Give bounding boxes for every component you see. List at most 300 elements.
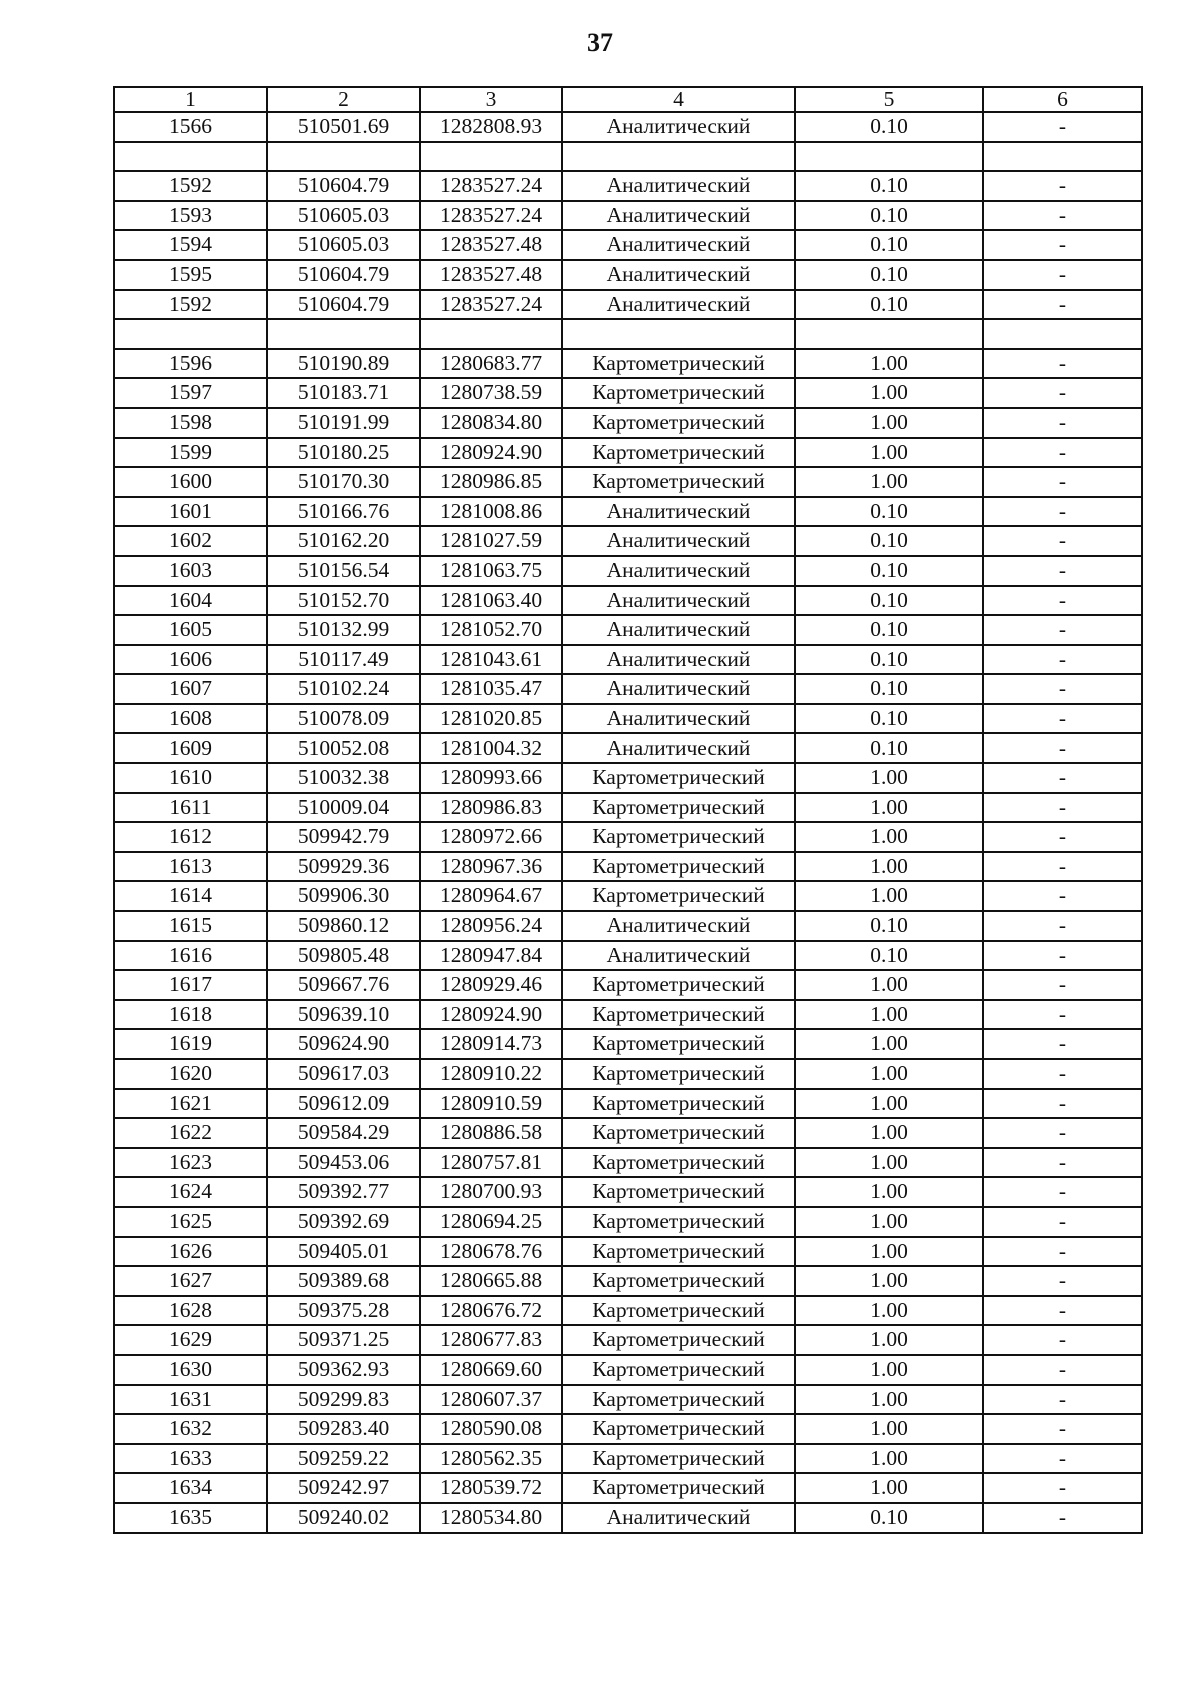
y-coordinate-cell: 1280676.72 bbox=[420, 1296, 562, 1326]
method-cell: Аналитический bbox=[562, 1503, 795, 1533]
note-cell: - bbox=[983, 1059, 1142, 1089]
table-row bbox=[114, 319, 1142, 349]
y-coordinate-cell: 1280964.67 bbox=[420, 881, 562, 911]
accuracy-cell: 1.00 bbox=[795, 1000, 983, 1030]
accuracy-cell: 1.00 bbox=[795, 408, 983, 438]
x-coordinate-cell: 509584.29 bbox=[267, 1118, 420, 1148]
column-header: 1 bbox=[114, 87, 267, 112]
note-cell: - bbox=[983, 526, 1142, 556]
point-number-cell: 1626 bbox=[114, 1237, 267, 1267]
table-row bbox=[114, 1148, 1142, 1178]
point-number-cell: 1617 bbox=[114, 970, 267, 1000]
point-number-cell: 1602 bbox=[114, 526, 267, 556]
y-coordinate-cell: 1280683.77 bbox=[420, 349, 562, 379]
table-row bbox=[114, 142, 1142, 172]
method-cell: Картометрический bbox=[562, 1385, 795, 1415]
table-row bbox=[114, 556, 1142, 586]
method-cell: Картометрический bbox=[562, 1296, 795, 1326]
y-coordinate-cell: 1280967.36 bbox=[420, 852, 562, 882]
point-number-cell: 1592 bbox=[114, 290, 267, 320]
method-cell: Картометрический bbox=[562, 1414, 795, 1444]
table-row bbox=[114, 201, 1142, 231]
point-number-cell: 1595 bbox=[114, 260, 267, 290]
method-cell: Картометрический bbox=[562, 408, 795, 438]
y-coordinate-cell: 1280993.66 bbox=[420, 763, 562, 793]
accuracy-cell: 1.00 bbox=[795, 467, 983, 497]
x-coordinate-cell: 509453.06 bbox=[267, 1148, 420, 1178]
note-cell: - bbox=[983, 1503, 1142, 1533]
accuracy-cell: 0.10 bbox=[795, 674, 983, 704]
x-coordinate-cell: 510132.99 bbox=[267, 615, 420, 645]
x-coordinate-cell bbox=[267, 142, 420, 172]
point-number-cell: 1622 bbox=[114, 1118, 267, 1148]
y-coordinate-cell: 1281063.75 bbox=[420, 556, 562, 586]
note-cell: - bbox=[983, 408, 1142, 438]
accuracy-cell: 1.00 bbox=[795, 1148, 983, 1178]
accuracy-cell: 0.10 bbox=[795, 556, 983, 586]
method-cell: Аналитический bbox=[562, 497, 795, 527]
method-cell: Картометрический bbox=[562, 1325, 795, 1355]
x-coordinate-cell: 510117.49 bbox=[267, 645, 420, 675]
y-coordinate-cell: 1283527.24 bbox=[420, 201, 562, 231]
note-cell: - bbox=[983, 1089, 1142, 1119]
table-row bbox=[114, 1503, 1142, 1533]
note-cell: - bbox=[983, 1118, 1142, 1148]
y-coordinate-cell: 1280534.80 bbox=[420, 1503, 562, 1533]
table-row bbox=[114, 615, 1142, 645]
y-coordinate-cell: 1280886.58 bbox=[420, 1118, 562, 1148]
method-cell: Аналитический bbox=[562, 201, 795, 231]
point-number-cell: 1618 bbox=[114, 1000, 267, 1030]
accuracy-cell: 1.00 bbox=[795, 1266, 983, 1296]
method-cell: Картометрический bbox=[562, 467, 795, 497]
point-number-cell: 1610 bbox=[114, 763, 267, 793]
x-coordinate-cell: 509860.12 bbox=[267, 911, 420, 941]
x-coordinate-cell: 510032.38 bbox=[267, 763, 420, 793]
table-row bbox=[114, 1355, 1142, 1385]
table-row bbox=[114, 1414, 1142, 1444]
x-coordinate-cell: 510604.79 bbox=[267, 171, 420, 201]
y-coordinate-cell: 1280665.88 bbox=[420, 1266, 562, 1296]
x-coordinate-cell: 510152.70 bbox=[267, 586, 420, 616]
table-row bbox=[114, 1207, 1142, 1237]
accuracy-cell: 1.00 bbox=[795, 852, 983, 882]
x-coordinate-cell: 509624.90 bbox=[267, 1029, 420, 1059]
point-number-cell: 1594 bbox=[114, 230, 267, 260]
table-row bbox=[114, 497, 1142, 527]
point-number-cell: 1603 bbox=[114, 556, 267, 586]
y-coordinate-cell: 1280972.66 bbox=[420, 822, 562, 852]
method-cell: Картометрический bbox=[562, 1355, 795, 1385]
x-coordinate-cell: 510501.69 bbox=[267, 112, 420, 142]
method-cell: Картометрический bbox=[562, 970, 795, 1000]
accuracy-cell: 1.00 bbox=[795, 1385, 983, 1415]
method-cell: Картометрический bbox=[562, 378, 795, 408]
table-row bbox=[114, 349, 1142, 379]
accuracy-cell: 1.00 bbox=[795, 349, 983, 379]
column-header: 6 bbox=[983, 87, 1142, 112]
y-coordinate-cell: 1280947.84 bbox=[420, 941, 562, 971]
note-cell bbox=[983, 142, 1142, 172]
accuracy-cell: 1.00 bbox=[795, 822, 983, 852]
x-coordinate-cell: 509612.09 bbox=[267, 1089, 420, 1119]
accuracy-cell: 0.10 bbox=[795, 112, 983, 142]
x-coordinate-cell: 509906.30 bbox=[267, 881, 420, 911]
x-coordinate-cell: 509392.77 bbox=[267, 1177, 420, 1207]
accuracy-cell: 1.00 bbox=[795, 1325, 983, 1355]
point-number-cell: 1619 bbox=[114, 1029, 267, 1059]
point-number-cell: 1624 bbox=[114, 1177, 267, 1207]
note-cell: - bbox=[983, 201, 1142, 231]
point-number-cell: 1635 bbox=[114, 1503, 267, 1533]
note-cell: - bbox=[983, 822, 1142, 852]
x-coordinate-cell: 510183.71 bbox=[267, 378, 420, 408]
point-number-cell: 1629 bbox=[114, 1325, 267, 1355]
accuracy-cell: 0.10 bbox=[795, 586, 983, 616]
y-coordinate-cell: 1281027.59 bbox=[420, 526, 562, 556]
note-cell: - bbox=[983, 970, 1142, 1000]
column-header: 2 bbox=[267, 87, 420, 112]
table-row bbox=[114, 822, 1142, 852]
point-number-cell: 1613 bbox=[114, 852, 267, 882]
method-cell bbox=[562, 319, 795, 349]
table-row bbox=[114, 290, 1142, 320]
point-number-cell: 1616 bbox=[114, 941, 267, 971]
point-number-cell: 1606 bbox=[114, 645, 267, 675]
point-number-cell: 1627 bbox=[114, 1266, 267, 1296]
accuracy-cell: 0.10 bbox=[795, 733, 983, 763]
table-row bbox=[114, 1266, 1142, 1296]
y-coordinate-cell: 1280986.83 bbox=[420, 793, 562, 823]
table-row bbox=[114, 1296, 1142, 1326]
method-cell: Аналитический bbox=[562, 941, 795, 971]
table-row bbox=[114, 793, 1142, 823]
point-number-cell: 1600 bbox=[114, 467, 267, 497]
point-number-cell: 1634 bbox=[114, 1473, 267, 1503]
note-cell: - bbox=[983, 349, 1142, 379]
table-row bbox=[114, 467, 1142, 497]
x-coordinate-cell: 509259.22 bbox=[267, 1444, 420, 1474]
x-coordinate-cell: 510604.79 bbox=[267, 260, 420, 290]
accuracy-cell: 1.00 bbox=[795, 1029, 983, 1059]
method-cell: Аналитический bbox=[562, 112, 795, 142]
x-coordinate-cell: 510162.20 bbox=[267, 526, 420, 556]
column-header: 5 bbox=[795, 87, 983, 112]
note-cell: - bbox=[983, 793, 1142, 823]
y-coordinate-cell: 1280914.73 bbox=[420, 1029, 562, 1059]
table-row bbox=[114, 733, 1142, 763]
x-coordinate-cell: 509299.83 bbox=[267, 1385, 420, 1415]
table-row bbox=[114, 1325, 1142, 1355]
x-coordinate-cell: 510170.30 bbox=[267, 467, 420, 497]
point-number-cell: 1621 bbox=[114, 1089, 267, 1119]
method-cell: Картометрический bbox=[562, 1207, 795, 1237]
note-cell: - bbox=[983, 733, 1142, 763]
accuracy-cell bbox=[795, 319, 983, 349]
x-coordinate-cell: 509639.10 bbox=[267, 1000, 420, 1030]
point-number-cell: 1608 bbox=[114, 704, 267, 734]
method-cell: Картометрический bbox=[562, 881, 795, 911]
point-number-cell: 1633 bbox=[114, 1444, 267, 1474]
accuracy-cell: 0.10 bbox=[795, 230, 983, 260]
accuracy-cell: 1.00 bbox=[795, 1118, 983, 1148]
method-cell: Аналитический bbox=[562, 704, 795, 734]
x-coordinate-cell: 509942.79 bbox=[267, 822, 420, 852]
y-coordinate-cell: 1280910.22 bbox=[420, 1059, 562, 1089]
method-cell: Картометрический bbox=[562, 1444, 795, 1474]
x-coordinate-cell: 509371.25 bbox=[267, 1325, 420, 1355]
x-coordinate-cell: 510605.03 bbox=[267, 230, 420, 260]
note-cell bbox=[983, 319, 1142, 349]
method-cell: Аналитический bbox=[562, 733, 795, 763]
table-row bbox=[114, 1059, 1142, 1089]
accuracy-cell: 1.00 bbox=[795, 881, 983, 911]
accuracy-cell: 1.00 bbox=[795, 1237, 983, 1267]
note-cell: - bbox=[983, 260, 1142, 290]
table-row bbox=[114, 1118, 1142, 1148]
point-number-cell: 1601 bbox=[114, 497, 267, 527]
note-cell: - bbox=[983, 881, 1142, 911]
point-number-cell: 1607 bbox=[114, 674, 267, 704]
x-coordinate-cell: 509375.28 bbox=[267, 1296, 420, 1326]
table-row bbox=[114, 941, 1142, 971]
note-cell: - bbox=[983, 1177, 1142, 1207]
method-cell: Аналитический bbox=[562, 526, 795, 556]
x-coordinate-cell: 510102.24 bbox=[267, 674, 420, 704]
column-header: 3 bbox=[420, 87, 562, 112]
point-number-cell: 1615 bbox=[114, 911, 267, 941]
table-row bbox=[114, 586, 1142, 616]
table-row bbox=[114, 1473, 1142, 1503]
method-cell: Картометрический bbox=[562, 349, 795, 379]
table-row bbox=[114, 438, 1142, 468]
x-coordinate-cell: 510191.99 bbox=[267, 408, 420, 438]
note-cell: - bbox=[983, 230, 1142, 260]
method-cell: Аналитический bbox=[562, 171, 795, 201]
accuracy-cell: 0.10 bbox=[795, 497, 983, 527]
y-coordinate-cell: 1280562.35 bbox=[420, 1444, 562, 1474]
x-coordinate-cell: 509389.68 bbox=[267, 1266, 420, 1296]
table-row bbox=[114, 1385, 1142, 1415]
method-cell: Картометрический bbox=[562, 1089, 795, 1119]
method-cell: Картометрический bbox=[562, 852, 795, 882]
page-number: 37 bbox=[587, 28, 613, 57]
method-cell: Аналитический bbox=[562, 586, 795, 616]
accuracy-cell: 1.00 bbox=[795, 1473, 983, 1503]
table-row bbox=[114, 911, 1142, 941]
y-coordinate-cell: 1280539.72 bbox=[420, 1473, 562, 1503]
y-coordinate-cell bbox=[420, 319, 562, 349]
note-cell: - bbox=[983, 556, 1142, 586]
x-coordinate-cell: 509240.02 bbox=[267, 1503, 420, 1533]
x-coordinate-cell: 510190.89 bbox=[267, 349, 420, 379]
y-coordinate-cell: 1280929.46 bbox=[420, 970, 562, 1000]
note-cell: - bbox=[983, 1325, 1142, 1355]
point-number-cell: 1614 bbox=[114, 881, 267, 911]
table-row bbox=[114, 881, 1142, 911]
y-coordinate-cell: 1280924.90 bbox=[420, 438, 562, 468]
y-coordinate-cell: 1281035.47 bbox=[420, 674, 562, 704]
y-coordinate-cell: 1281004.32 bbox=[420, 733, 562, 763]
method-cell: Картометрический bbox=[562, 1473, 795, 1503]
table-row bbox=[114, 171, 1142, 201]
column-header: 4 bbox=[562, 87, 795, 112]
table-row bbox=[114, 704, 1142, 734]
y-coordinate-cell: 1280700.93 bbox=[420, 1177, 562, 1207]
table-row bbox=[114, 852, 1142, 882]
point-number-cell: 1593 bbox=[114, 201, 267, 231]
accuracy-cell: 1.00 bbox=[795, 1414, 983, 1444]
method-cell: Аналитический bbox=[562, 556, 795, 586]
point-number-cell: 1630 bbox=[114, 1355, 267, 1385]
point-number-cell bbox=[114, 142, 267, 172]
note-cell: - bbox=[983, 467, 1142, 497]
note-cell: - bbox=[983, 911, 1142, 941]
accuracy-cell: 1.00 bbox=[795, 438, 983, 468]
accuracy-cell: 0.10 bbox=[795, 171, 983, 201]
x-coordinate-cell: 509929.36 bbox=[267, 852, 420, 882]
table-row bbox=[114, 230, 1142, 260]
note-cell: - bbox=[983, 1000, 1142, 1030]
note-cell: - bbox=[983, 1148, 1142, 1178]
accuracy-cell: 1.00 bbox=[795, 1355, 983, 1385]
accuracy-cell bbox=[795, 142, 983, 172]
accuracy-cell: 0.10 bbox=[795, 1503, 983, 1533]
note-cell: - bbox=[983, 586, 1142, 616]
accuracy-cell: 1.00 bbox=[795, 1207, 983, 1237]
x-coordinate-cell: 510052.08 bbox=[267, 733, 420, 763]
accuracy-cell: 0.10 bbox=[795, 645, 983, 675]
accuracy-cell: 0.10 bbox=[795, 941, 983, 971]
accuracy-cell: 0.10 bbox=[795, 615, 983, 645]
table-row bbox=[114, 674, 1142, 704]
table-row bbox=[114, 970, 1142, 1000]
x-coordinate-cell: 509392.69 bbox=[267, 1207, 420, 1237]
table-row bbox=[114, 112, 1142, 142]
note-cell: - bbox=[983, 1296, 1142, 1326]
method-cell: Картометрический bbox=[562, 763, 795, 793]
note-cell: - bbox=[983, 378, 1142, 408]
note-cell: - bbox=[983, 674, 1142, 704]
y-coordinate-cell: 1281063.40 bbox=[420, 586, 562, 616]
note-cell: - bbox=[983, 1473, 1142, 1503]
accuracy-cell: 0.10 bbox=[795, 704, 983, 734]
y-coordinate-cell: 1280669.60 bbox=[420, 1355, 562, 1385]
method-cell: Аналитический bbox=[562, 911, 795, 941]
accuracy-cell: 1.00 bbox=[795, 378, 983, 408]
x-coordinate-cell: 510009.04 bbox=[267, 793, 420, 823]
note-cell: - bbox=[983, 1444, 1142, 1474]
accuracy-cell: 1.00 bbox=[795, 763, 983, 793]
method-cell: Картометрический bbox=[562, 1237, 795, 1267]
table-row bbox=[114, 408, 1142, 438]
note-cell: - bbox=[983, 497, 1142, 527]
x-coordinate-cell: 509362.93 bbox=[267, 1355, 420, 1385]
x-coordinate-cell: 509805.48 bbox=[267, 941, 420, 971]
note-cell: - bbox=[983, 704, 1142, 734]
accuracy-cell: 0.10 bbox=[795, 911, 983, 941]
y-coordinate-cell: 1280590.08 bbox=[420, 1414, 562, 1444]
y-coordinate-cell: 1281052.70 bbox=[420, 615, 562, 645]
table-row bbox=[114, 526, 1142, 556]
accuracy-cell: 0.10 bbox=[795, 260, 983, 290]
y-coordinate-cell: 1280757.81 bbox=[420, 1148, 562, 1178]
method-cell: Картометрический bbox=[562, 1059, 795, 1089]
y-coordinate-cell bbox=[420, 142, 562, 172]
y-coordinate-cell: 1280738.59 bbox=[420, 378, 562, 408]
y-coordinate-cell: 1280956.24 bbox=[420, 911, 562, 941]
method-cell: Картометрический bbox=[562, 1118, 795, 1148]
x-coordinate-cell: 509283.40 bbox=[267, 1414, 420, 1444]
point-number-cell: 1598 bbox=[114, 408, 267, 438]
x-coordinate-cell: 510604.79 bbox=[267, 290, 420, 320]
point-number-cell: 1604 bbox=[114, 586, 267, 616]
table-row bbox=[114, 378, 1142, 408]
table-row bbox=[114, 763, 1142, 793]
y-coordinate-cell: 1280986.85 bbox=[420, 467, 562, 497]
point-number-cell: 1620 bbox=[114, 1059, 267, 1089]
accuracy-cell: 1.00 bbox=[795, 1296, 983, 1326]
note-cell: - bbox=[983, 1207, 1142, 1237]
table-row bbox=[114, 1237, 1142, 1267]
y-coordinate-cell: 1283527.24 bbox=[420, 290, 562, 320]
note-cell: - bbox=[983, 1414, 1142, 1444]
method-cell: Картометрический bbox=[562, 1177, 795, 1207]
method-cell: Картометрический bbox=[562, 1148, 795, 1178]
x-coordinate-cell: 509617.03 bbox=[267, 1059, 420, 1089]
y-coordinate-cell: 1280910.59 bbox=[420, 1089, 562, 1119]
accuracy-cell: 1.00 bbox=[795, 1059, 983, 1089]
method-cell: Аналитический bbox=[562, 260, 795, 290]
note-cell: - bbox=[983, 438, 1142, 468]
y-coordinate-cell: 1281020.85 bbox=[420, 704, 562, 734]
method-cell bbox=[562, 142, 795, 172]
method-cell: Аналитический bbox=[562, 290, 795, 320]
y-coordinate-cell: 1281008.86 bbox=[420, 497, 562, 527]
y-coordinate-cell: 1280607.37 bbox=[420, 1385, 562, 1415]
table-header-row bbox=[114, 87, 1142, 112]
method-cell: Картометрический bbox=[562, 1029, 795, 1059]
note-cell: - bbox=[983, 615, 1142, 645]
method-cell: Картометрический bbox=[562, 793, 795, 823]
table-row bbox=[114, 1177, 1142, 1207]
accuracy-cell: 1.00 bbox=[795, 1444, 983, 1474]
point-number-cell: 1599 bbox=[114, 438, 267, 468]
point-number-cell: 1623 bbox=[114, 1148, 267, 1178]
note-cell: - bbox=[983, 112, 1142, 142]
method-cell: Картометрический bbox=[562, 822, 795, 852]
note-cell: - bbox=[983, 290, 1142, 320]
table-row bbox=[114, 1444, 1142, 1474]
accuracy-cell: 1.00 bbox=[795, 1089, 983, 1119]
accuracy-cell: 1.00 bbox=[795, 1177, 983, 1207]
x-coordinate-cell: 509405.01 bbox=[267, 1237, 420, 1267]
x-coordinate-cell: 509667.76 bbox=[267, 970, 420, 1000]
y-coordinate-cell: 1281043.61 bbox=[420, 645, 562, 675]
method-cell: Аналитический bbox=[562, 674, 795, 704]
method-cell: Аналитический bbox=[562, 645, 795, 675]
point-number-cell: 1628 bbox=[114, 1296, 267, 1326]
method-cell: Аналитический bbox=[562, 230, 795, 260]
y-coordinate-cell: 1280678.76 bbox=[420, 1237, 562, 1267]
accuracy-cell: 1.00 bbox=[795, 793, 983, 823]
y-coordinate-cell: 1283527.48 bbox=[420, 260, 562, 290]
note-cell: - bbox=[983, 941, 1142, 971]
point-number-cell: 1631 bbox=[114, 1385, 267, 1415]
point-number-cell: 1566 bbox=[114, 112, 267, 142]
coordinates-table bbox=[113, 86, 1143, 1534]
method-cell: Картометрический bbox=[562, 1266, 795, 1296]
